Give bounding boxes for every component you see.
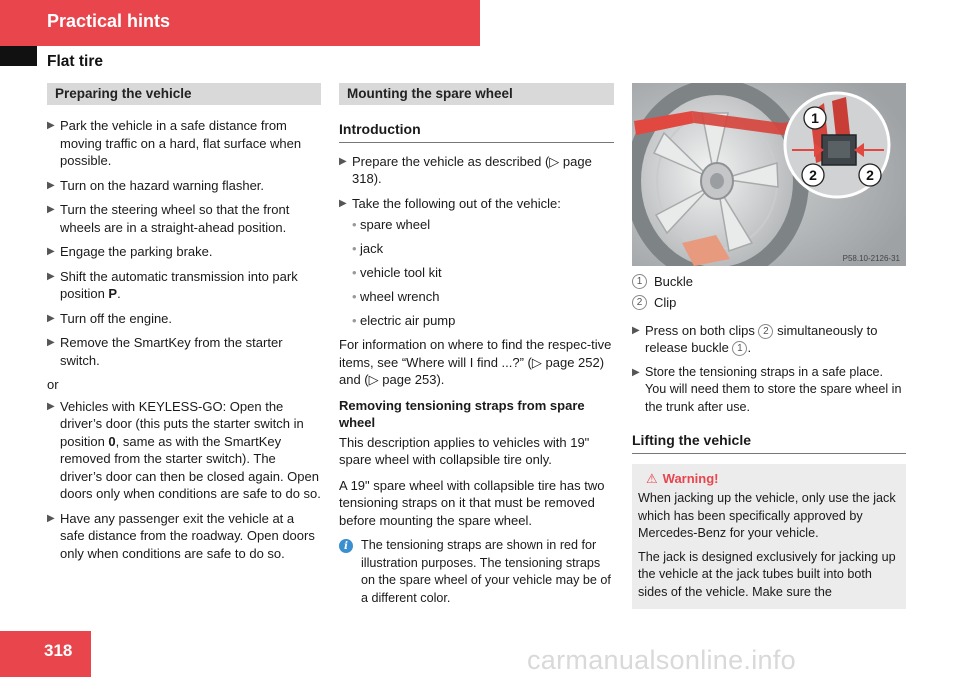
bullet-icon: • <box>352 313 357 328</box>
step-text: Have any passenger exit the vehicle at a safe distance from the roadway. Open doors only when conditions are safe to do so. <box>60 510 315 561</box>
step-text: Vehicles with KEYLESS-GO: Open the driver’s door (this puts the starter switch in position <box>60 398 304 449</box>
svg-text:2: 2 <box>866 167 874 183</box>
bullet-icon: • <box>352 289 357 304</box>
step-item <box>47 334 321 369</box>
switch-position: 0 <box>108 433 116 449</box>
legend-item-buckle <box>632 273 906 291</box>
paragraph: This description applies to vehicles with 19" spare wheel with collapsible tire only. <box>339 434 590 467</box>
list-item <box>339 264 614 282</box>
list-item <box>339 216 614 234</box>
column-preparing <box>47 83 321 569</box>
list-item <box>339 288 614 306</box>
warning-paragraph: The jack is designed exclusively for jacking up the vehicle at the jack tubes built into both sides of the vehicle. Make sure the <box>638 549 896 599</box>
arrow-icon: ▶ <box>47 246 55 257</box>
callout-1 <box>804 107 826 129</box>
punctuation: . <box>117 286 121 301</box>
step-item <box>47 310 321 328</box>
page-title: Flat tire <box>47 53 103 70</box>
step-text: Press on both clips <box>645 322 759 338</box>
arrow-icon: ▶ <box>339 197 347 209</box>
list-item <box>339 240 614 258</box>
list-item <box>339 312 614 330</box>
number-circle: 1 <box>732 341 747 356</box>
arrow-icon: ▶ <box>47 179 55 191</box>
arrow-icon: ▶ <box>47 512 55 524</box>
arrow-icon: ▶ <box>47 337 55 348</box>
step-item <box>47 398 321 503</box>
section-title: Mounting the spare wheel <box>339 83 614 105</box>
step-item <box>47 201 321 236</box>
step-text: simultaneously to release buckle <box>645 322 878 355</box>
callout-2-left <box>802 164 824 186</box>
page-ref-icon: ▷ <box>549 153 560 169</box>
bullet-icon: • <box>352 217 357 232</box>
page-number: 318 <box>44 641 73 660</box>
step-text-cont: , same as with the SmartKey removed from the starter switch). The driver’s door can then be closed again. Open doors only when conditions are safe to do so. <box>60 433 321 501</box>
item-text: jack <box>360 241 384 256</box>
arrow-icon: ▶ <box>47 270 55 282</box>
bullet-icon: • <box>352 241 357 256</box>
info-note <box>339 537 614 607</box>
step-item <box>47 268 321 303</box>
item-text: wheel wrench <box>360 289 440 304</box>
watermark: carmanualsonline.info <box>527 645 796 675</box>
step-text: Turn off the engine. <box>60 310 173 326</box>
location-paragraph <box>339 336 614 389</box>
step-text: Shift the automatic transmission into park position <box>60 268 298 301</box>
svg-text:2: 2 <box>809 167 817 183</box>
page-ref: page 318). <box>352 153 592 186</box>
arrow-icon: ▶ <box>47 120 55 131</box>
step-text: Prepare the vehicle as described ( <box>352 153 550 169</box>
info-icon: i <box>339 539 353 553</box>
step-text: Turn on the hazard warning flasher. <box>60 177 265 193</box>
step-item <box>339 153 614 188</box>
punctuation: . <box>747 340 752 355</box>
warning-paragraph: When jacking up the vehicle, only use the jack which has been specifically approved by Mercedes-Benz for your vehicle. <box>638 491 896 540</box>
lifting-heading: Lifting the vehicle <box>632 432 906 454</box>
step-item <box>339 195 614 213</box>
svg-text:1: 1 <box>811 110 819 126</box>
section-title: Preparing the vehicle <box>47 83 321 105</box>
step-item <box>47 117 321 170</box>
arrow-icon: ▶ <box>632 366 640 378</box>
note-text: The tensioning straps are shown in red for illustration purposes. The tensioning straps on the spare wheel of your vehicle may be of a different color. <box>361 538 611 605</box>
step-item <box>47 177 321 195</box>
step-text: Store the tensioning straps in a safe place. You will need them to store the spare wheel in the trunk after use. <box>645 364 902 414</box>
wheel-straps-image <box>632 83 906 266</box>
step-text: Remove the SmartKey from the starter switch. <box>60 335 283 368</box>
introduction-heading: Introduction <box>339 121 614 143</box>
page-ref-icon: ▷ <box>368 372 379 387</box>
arrow-icon: ▶ <box>47 400 55 412</box>
arrow-icon: ▶ <box>339 155 347 167</box>
step-item <box>632 322 906 357</box>
page-ref-icon: ▷ <box>531 354 542 370</box>
gear-position: P <box>108 286 118 301</box>
step-text: Park the vehicle in a safe distance from moving traffic on a hard, flat surface when possible. <box>60 118 302 168</box>
item-text: vehicle tool kit <box>360 265 442 280</box>
step-text: Turn the steering wheel so that the front wheels are in a straight-ahead position. <box>60 202 290 235</box>
column-mounting <box>339 83 614 607</box>
arrow-icon: ▶ <box>47 204 55 215</box>
para-text: For information on where to find the respec-tive items, see “Where will I find ...?” ( <box>339 337 612 370</box>
legend-label: Buckle <box>654 274 694 289</box>
number-circle: 1 <box>632 274 647 289</box>
step-item <box>47 243 321 261</box>
step-item <box>632 364 906 417</box>
step-text: Engage the parking brake. <box>60 244 213 259</box>
warning-icon: ⚠ <box>646 470 658 486</box>
or-text: or <box>47 377 59 392</box>
arrow-icon: ▶ <box>632 324 640 336</box>
para-text: page 252) and ( <box>339 354 605 387</box>
para-text: page 253). <box>378 372 445 387</box>
warning-title <box>638 470 900 488</box>
number-circle: 2 <box>632 295 647 310</box>
removing-heading: Removing tensioning straps from spare wheel <box>339 397 585 430</box>
spare-wheel-illustration <box>632 83 906 266</box>
number-circle: 2 <box>758 324 773 339</box>
figure-code: P58.10-2126-31 <box>842 254 900 263</box>
paragraph: A 19" spare wheel with collapsible tire has two tensioning straps on it that must be removed before mounting the spare wheel. <box>339 477 605 528</box>
bullet-icon: • <box>352 265 357 280</box>
column-figure <box>632 83 906 609</box>
legend-label: Clip <box>654 295 677 310</box>
chapter-title: Practical hints <box>47 11 171 31</box>
header-tab-marker <box>0 46 37 66</box>
step-item <box>47 510 321 563</box>
item-text: electric air pump <box>360 313 456 328</box>
arrow-icon: ▶ <box>47 312 55 324</box>
warning-title-text: Warning! <box>662 470 719 486</box>
item-text: spare wheel <box>360 217 431 232</box>
legend-item-clip <box>632 294 906 312</box>
warning-box <box>632 464 906 610</box>
step-text: Take the following out of the vehicle: <box>352 195 561 211</box>
callout-2-right <box>859 164 881 186</box>
